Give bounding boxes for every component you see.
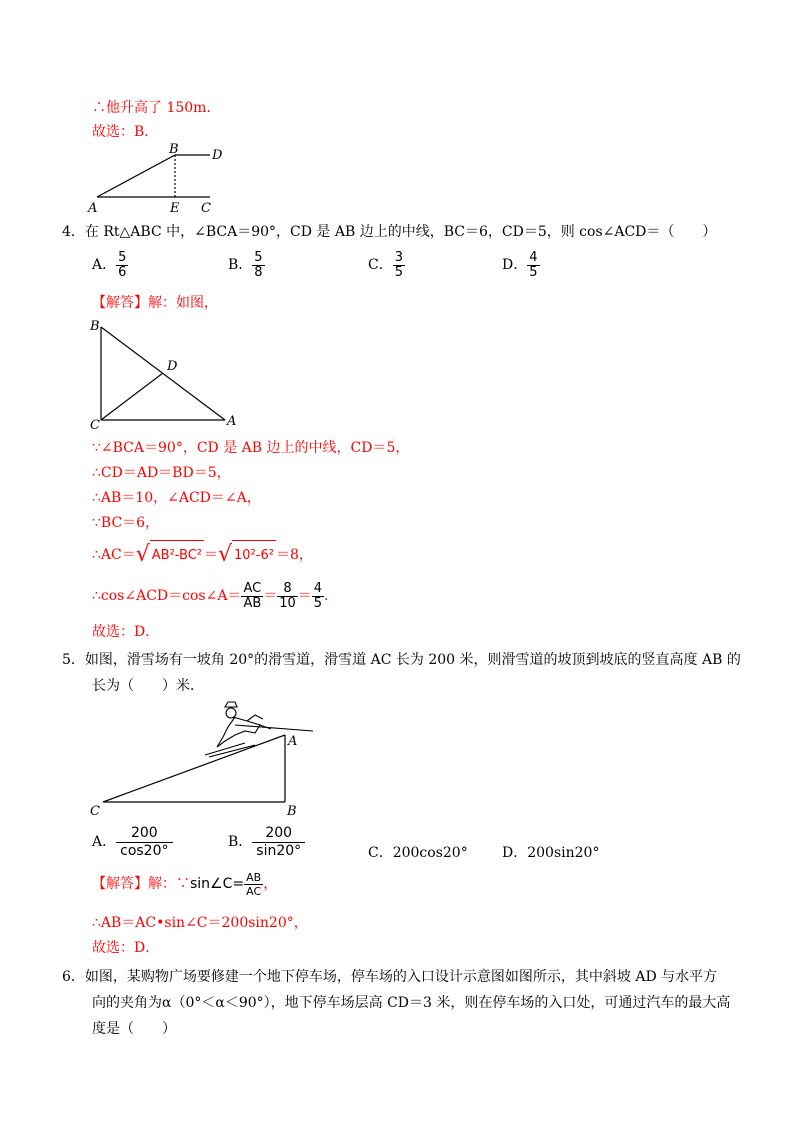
q4-step-4: ∵BC＝6， <box>92 515 160 531</box>
q5-label-b: B <box>287 804 297 819</box>
q3-label-b: B <box>169 142 179 157</box>
q5-label-a: A <box>288 734 298 749</box>
q6-question-line-3: 度是（ ） <box>92 1021 176 1037</box>
q4-option-c: C． $\frac{3}{5}$ <box>368 249 403 280</box>
q4-step-1: ∵∠BCA＝90°，CD 是 AB 边上的中线，CD＝5， <box>92 440 410 456</box>
q4-label-d: D <box>167 359 178 374</box>
q5-question-line-1: 5．如图，滑雪场有一坡角 20°的滑雪道，滑雪道 AC 长为 200 米，则滑雪道的坡顶到坡底的竖直高度 AB 的 <box>62 652 741 668</box>
q4-question: 4．在 Rt△ABC 中，∠BCA＝90°，CD 是 AB 边上的中线，BC＝6，CD＝5，则 cos∠ACD＝（ ） <box>62 224 717 240</box>
q5-option-c: C．200cos20° <box>368 845 468 861</box>
q4-step-5: ∴AC＝√ AB²-BC² ＝√ 10²-6² ＝8， <box>92 540 313 571</box>
q5-step-2: ∴AB＝AC•sin∠C＝200sin20°， <box>92 915 308 931</box>
q5-figure <box>85 695 325 820</box>
q3-answer: 故选：B． <box>92 124 159 140</box>
q5-option-a: A． $\frac{200}{\cos 20^\circ}$ <box>92 822 173 862</box>
q4-step-3: ∴AB＝10，∠ACD＝∠A， <box>92 490 261 506</box>
q4-line-cd <box>101 373 163 420</box>
q3-label-c: C <box>201 201 211 216</box>
q5-step-3: 故选：D． <box>92 940 160 956</box>
q3-figure <box>85 140 225 218</box>
q3-conclusion: ∴他升高了 150m． <box>92 100 221 116</box>
q5-answer: 【解答】解：∵sin∠C= $\frac{AB}{AC}$ ， <box>92 870 278 898</box>
q5-line-ca <box>103 735 285 802</box>
q5-option-d: D．200sin20° <box>502 845 600 861</box>
q6-question-line-1: 6．如图，某购物广场要修建一个地下停车场，停车场的入口设计示意图如图所示，其中斜坡 AD 与水平方 <box>62 969 718 985</box>
q3-label-d: D <box>212 148 223 163</box>
q4-option-d: D． $\frac{4}{5}$ <box>502 249 538 280</box>
q4-step-2: ∴CD＝AD＝BD＝5， <box>92 465 231 481</box>
q4-label-a: A <box>227 414 237 429</box>
q4-option-b: B． $\frac{5}{8}$ <box>228 249 263 280</box>
q4-label-b: B <box>90 319 100 334</box>
q4-answer-head: 【解答】解：如图， <box>92 295 218 311</box>
q5-option-b: B． $\frac{200}{\sin 20^\circ}$ <box>228 822 305 862</box>
q3-label-e: E <box>170 201 180 216</box>
q4-step-6: ∴cos∠ACD＝cos∠A＝ $\frac{AC}{AB}$ ＝ $\frac{8}{10}$ ＝ $\frac{4}{5}$ ． <box>92 580 339 611</box>
q4-figure <box>88 315 248 435</box>
q4-option-a: A． $\frac{5}{6}$ <box>92 249 127 280</box>
q5-question-line-2: 长为（ ）米． <box>92 678 204 694</box>
q4-label-c: C <box>90 418 100 433</box>
q4-step-7: 故选：D． <box>92 624 160 640</box>
q3-line-ab <box>97 155 175 197</box>
q6-question-line-2: 向的夹角为α（0°＜α＜90°），地下停车场层高 CD＝3 米，则在停车场的入口处，可通过汽车的最大高 <box>92 995 731 1011</box>
q3-label-a: A <box>88 201 98 216</box>
q5-label-c: C <box>90 804 100 819</box>
